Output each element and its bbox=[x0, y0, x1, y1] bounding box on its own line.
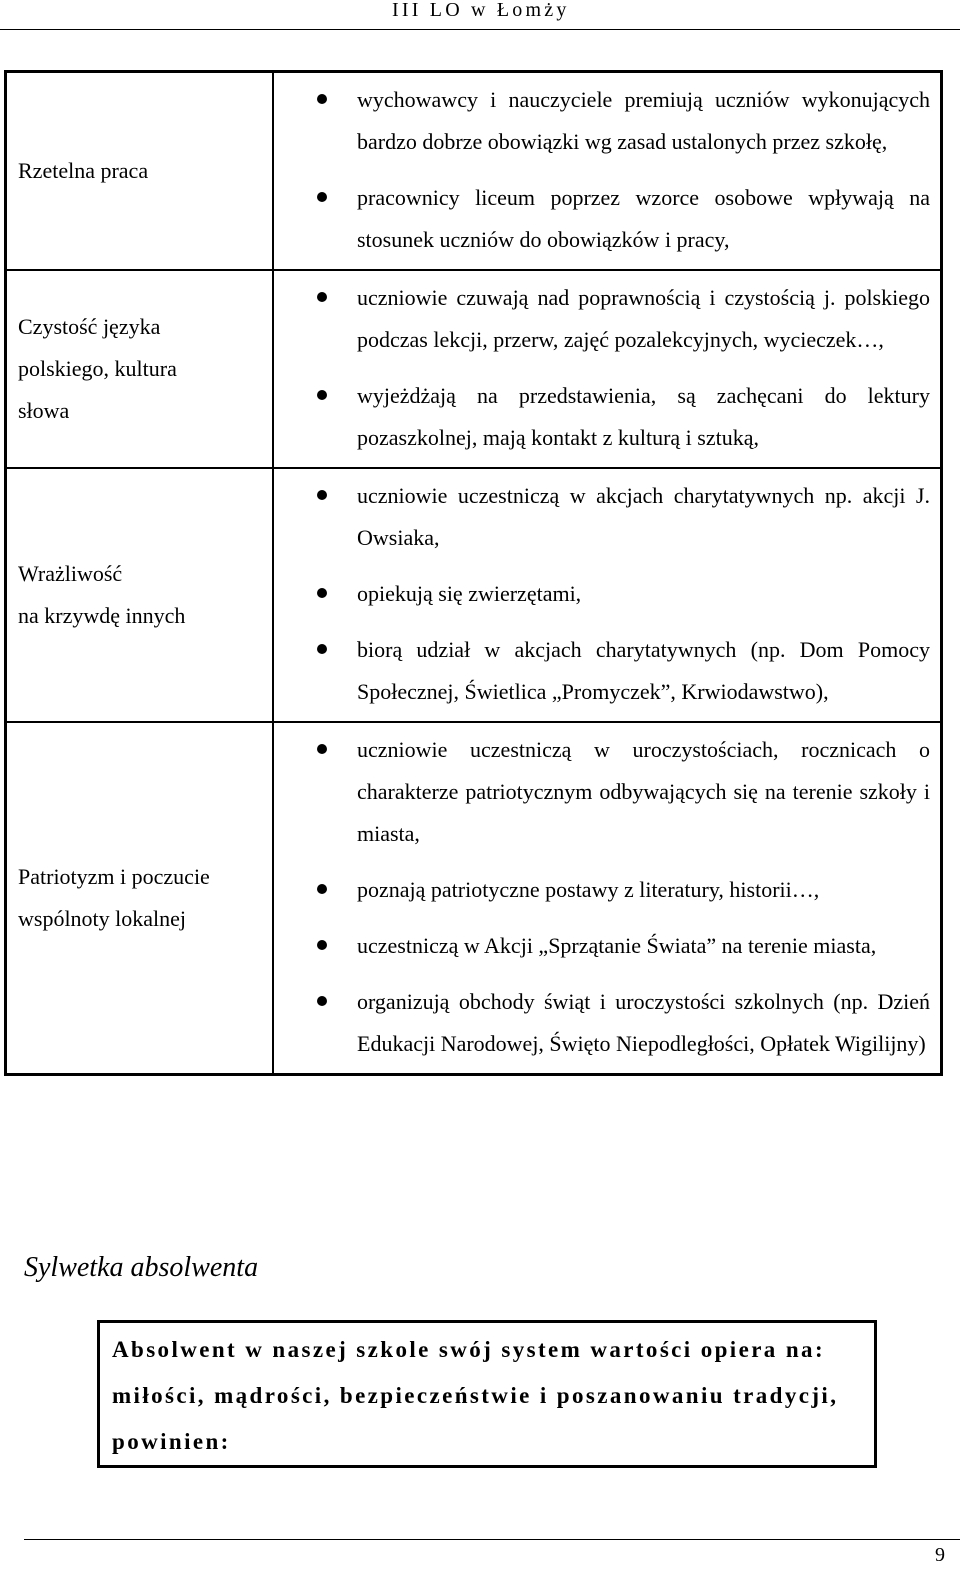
value-label-line: Patriotyzm i poczucie bbox=[18, 864, 210, 889]
list-item: uczniowie uczestniczą w akcjach charytatywnych np. akcji J. Owsiaka, bbox=[314, 475, 930, 559]
value-label-cell bbox=[6, 722, 274, 1075]
value-content-cell bbox=[273, 72, 942, 271]
table-row bbox=[6, 270, 942, 468]
table-row bbox=[6, 72, 942, 271]
table-row bbox=[6, 468, 942, 722]
table-row bbox=[6, 722, 942, 1075]
header-rule bbox=[0, 29, 960, 30]
list-item: wyjeżdżają na przedstawienia, są zachęcani do lektury pozaszkolnej, mają kontakt z kulturą i sztuką, bbox=[314, 375, 930, 459]
bullet-list bbox=[314, 729, 930, 1065]
list-item: pracownicy liceum poprzez wzorce osobowe wpływają na stosunek uczniów do obowiązków i pracy, bbox=[314, 177, 930, 261]
value-label-cell bbox=[6, 270, 274, 468]
header-title: III LO w Łomży bbox=[392, 0, 570, 21]
section-title: Sylwetka absolwenta bbox=[24, 1252, 259, 1283]
value-label-line: polskiego, kultura bbox=[18, 356, 177, 381]
value-label-line: Wrażliwość bbox=[18, 561, 123, 586]
graduate-profile-text: Absolwent w naszej szkole swój system wartości opiera na: miłości, mądrości, bezpieczeństwie i poszanowaniu tradycji, powinien: bbox=[112, 1337, 839, 1454]
list-item: biorą udział w akcjach charytatywnych (np. Dom Pomocy Społecznej, Świetlica „Promyczek”, Krwiodawstwo), bbox=[314, 629, 930, 713]
list-item: wychowawcy i nauczyciele premiują uczniów wykonujących bardzo dobrze obowiązki wg zasad ustalonych przez szkołę, bbox=[314, 79, 930, 163]
bullet-list bbox=[314, 277, 930, 459]
list-item: opiekują się zwierzętami, bbox=[314, 573, 930, 615]
value-label-line: wspólnoty lokalnej bbox=[18, 906, 187, 931]
footer-rule bbox=[24, 1539, 960, 1540]
value-label-cell bbox=[6, 72, 274, 271]
graduate-profile-box bbox=[97, 1320, 877, 1468]
value-content-cell bbox=[273, 270, 942, 468]
value-content-cell bbox=[273, 722, 942, 1075]
value-label-line: Czystość języka bbox=[18, 314, 161, 339]
page-number: 9 bbox=[935, 1544, 945, 1566]
list-item: uczniowie uczestniczą w uroczystościach, rocznicach o charakterze patriotycznym odbywających się na terenie szkoły i miasta, bbox=[314, 729, 930, 855]
bullet-list bbox=[314, 475, 930, 713]
list-item: organizują obchody świąt i uroczystości szkolnych (np. Dzień Edukacji Narodowej, Święto Niepodległości, Opłatek Wigilijny) bbox=[314, 981, 930, 1065]
value-content-cell bbox=[273, 468, 942, 722]
value-label-cell bbox=[6, 468, 274, 722]
list-item: uczniowie czuwają nad poprawnością i czystością j. polskiego podczas lekcji, przerw, zajęć pozalekcyjnych, wycieczek…, bbox=[314, 277, 930, 361]
value-label-line: Rzetelna praca bbox=[18, 158, 149, 183]
page-header bbox=[0, 0, 960, 22]
value-label-line: na krzywdę innych bbox=[18, 603, 186, 628]
values-table bbox=[4, 70, 943, 1076]
bullet-list bbox=[314, 79, 930, 261]
value-label-line: słowa bbox=[18, 398, 70, 423]
list-item: poznają patriotyczne postawy z literatury, historii…, bbox=[314, 869, 930, 911]
list-item: uczestniczą w Akcji „Sprzątanie Świata” na terenie miasta, bbox=[314, 925, 930, 967]
